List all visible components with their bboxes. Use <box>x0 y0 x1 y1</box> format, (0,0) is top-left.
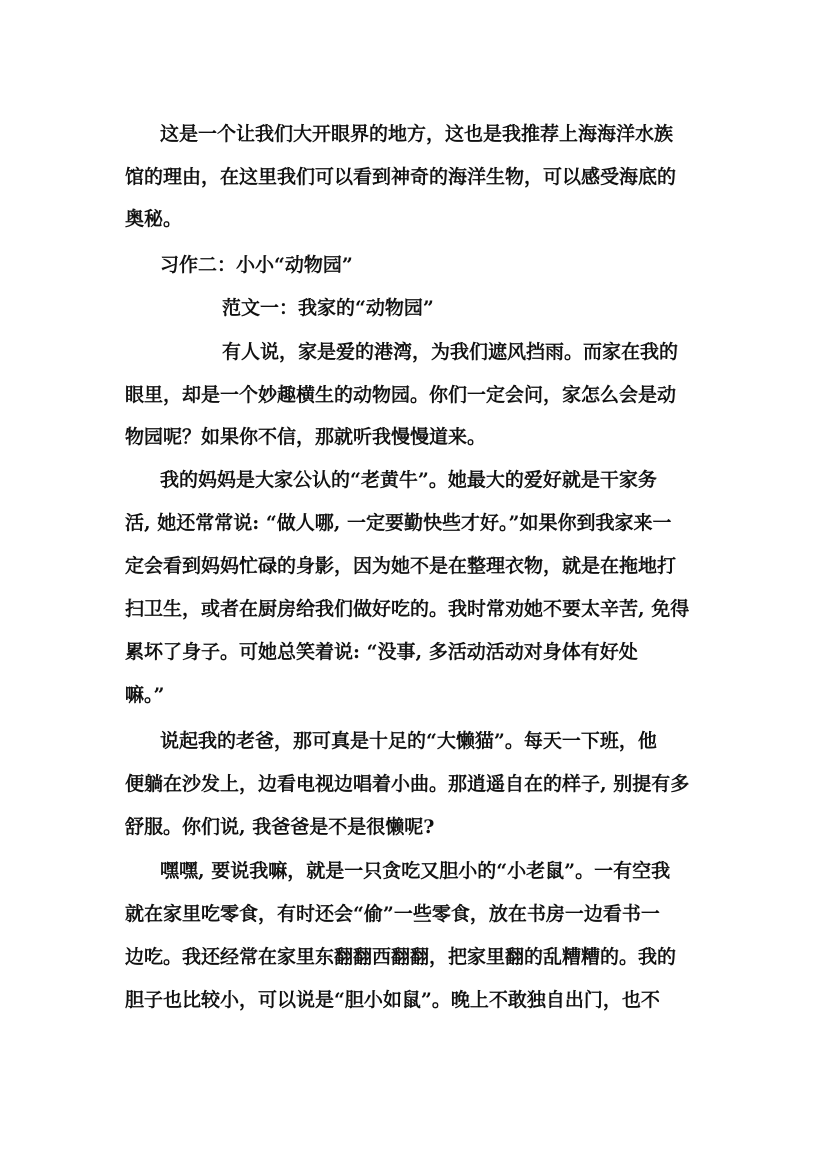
text-line: 舒服。你们说, 我爸爸是不是很懒呢? <box>125 816 435 838</box>
text-line: 边吃。我还经常在家里东翻翻西翻翻，把家里翻的乱糟糟的。我的 <box>125 946 677 968</box>
text-line: 嘛。” <box>125 684 165 706</box>
text-line: 我的妈妈是大家公认的“老黄牛”。她最大的爱好就是干家务 <box>160 469 657 491</box>
text-line: 有人说，家是爱的港湾，为我们遮风挡雨。而家在我的 <box>222 341 679 363</box>
text-line: 便躺在沙发上，边看电视边唱着小曲。那逍遥自在的样子, 别提有多 <box>125 773 690 795</box>
text-line: 物园呢？如果你不信，那就听我慢慢道来。 <box>125 426 487 448</box>
text-line: 扫卫生，或者在厨房给我们做好吃的。我时常劝她不要太辛苦, 免得 <box>125 598 690 620</box>
text-line: 定会看到妈妈忙碌的身影，因为她不是在整理衣物，就是在拖地打 <box>125 555 677 577</box>
text-line: 说起我的老爸，那可真是十足的“大懒猫”。每天一下班，他 <box>160 730 657 752</box>
text-line: 累坏了身子。可她总笑着说: “没事, 多活动活动对身体有好处 <box>125 641 638 663</box>
text-line: 活, 她还常常说: “做人哪, 一定要勤快些才好。”如果你到我家来一 <box>125 512 672 534</box>
subsection-heading: 范文一：我家的“动物园” <box>222 297 434 319</box>
text-line: 眼里，却是一个妙趣横生的动物园。你们一定会问，家怎么会是动 <box>125 384 677 406</box>
text-line: 奥秘。 <box>125 208 183 230</box>
text-line: 馆的理由，在这里我们可以看到神奇的海洋生物，可以感受海底的 <box>125 166 677 188</box>
text-line: 就在家里吃零食，有时还会“偷”一些零食，放在书房一边看书一 <box>125 903 660 925</box>
text-line: 嘿嘿, 要说我嘛，就是一只贪吃又胆小的“小老鼠”。一有空我 <box>160 860 671 882</box>
text-line: 胆子也比较小，可以说是“胆小如鼠”。晚上不敢独自出门，也不 <box>125 989 660 1011</box>
section-heading: 习作二：小小“动物园” <box>160 254 353 276</box>
text-line: 这是一个让我们大开眼界的地方，这也是我推荐上海海洋水族 <box>160 123 674 145</box>
